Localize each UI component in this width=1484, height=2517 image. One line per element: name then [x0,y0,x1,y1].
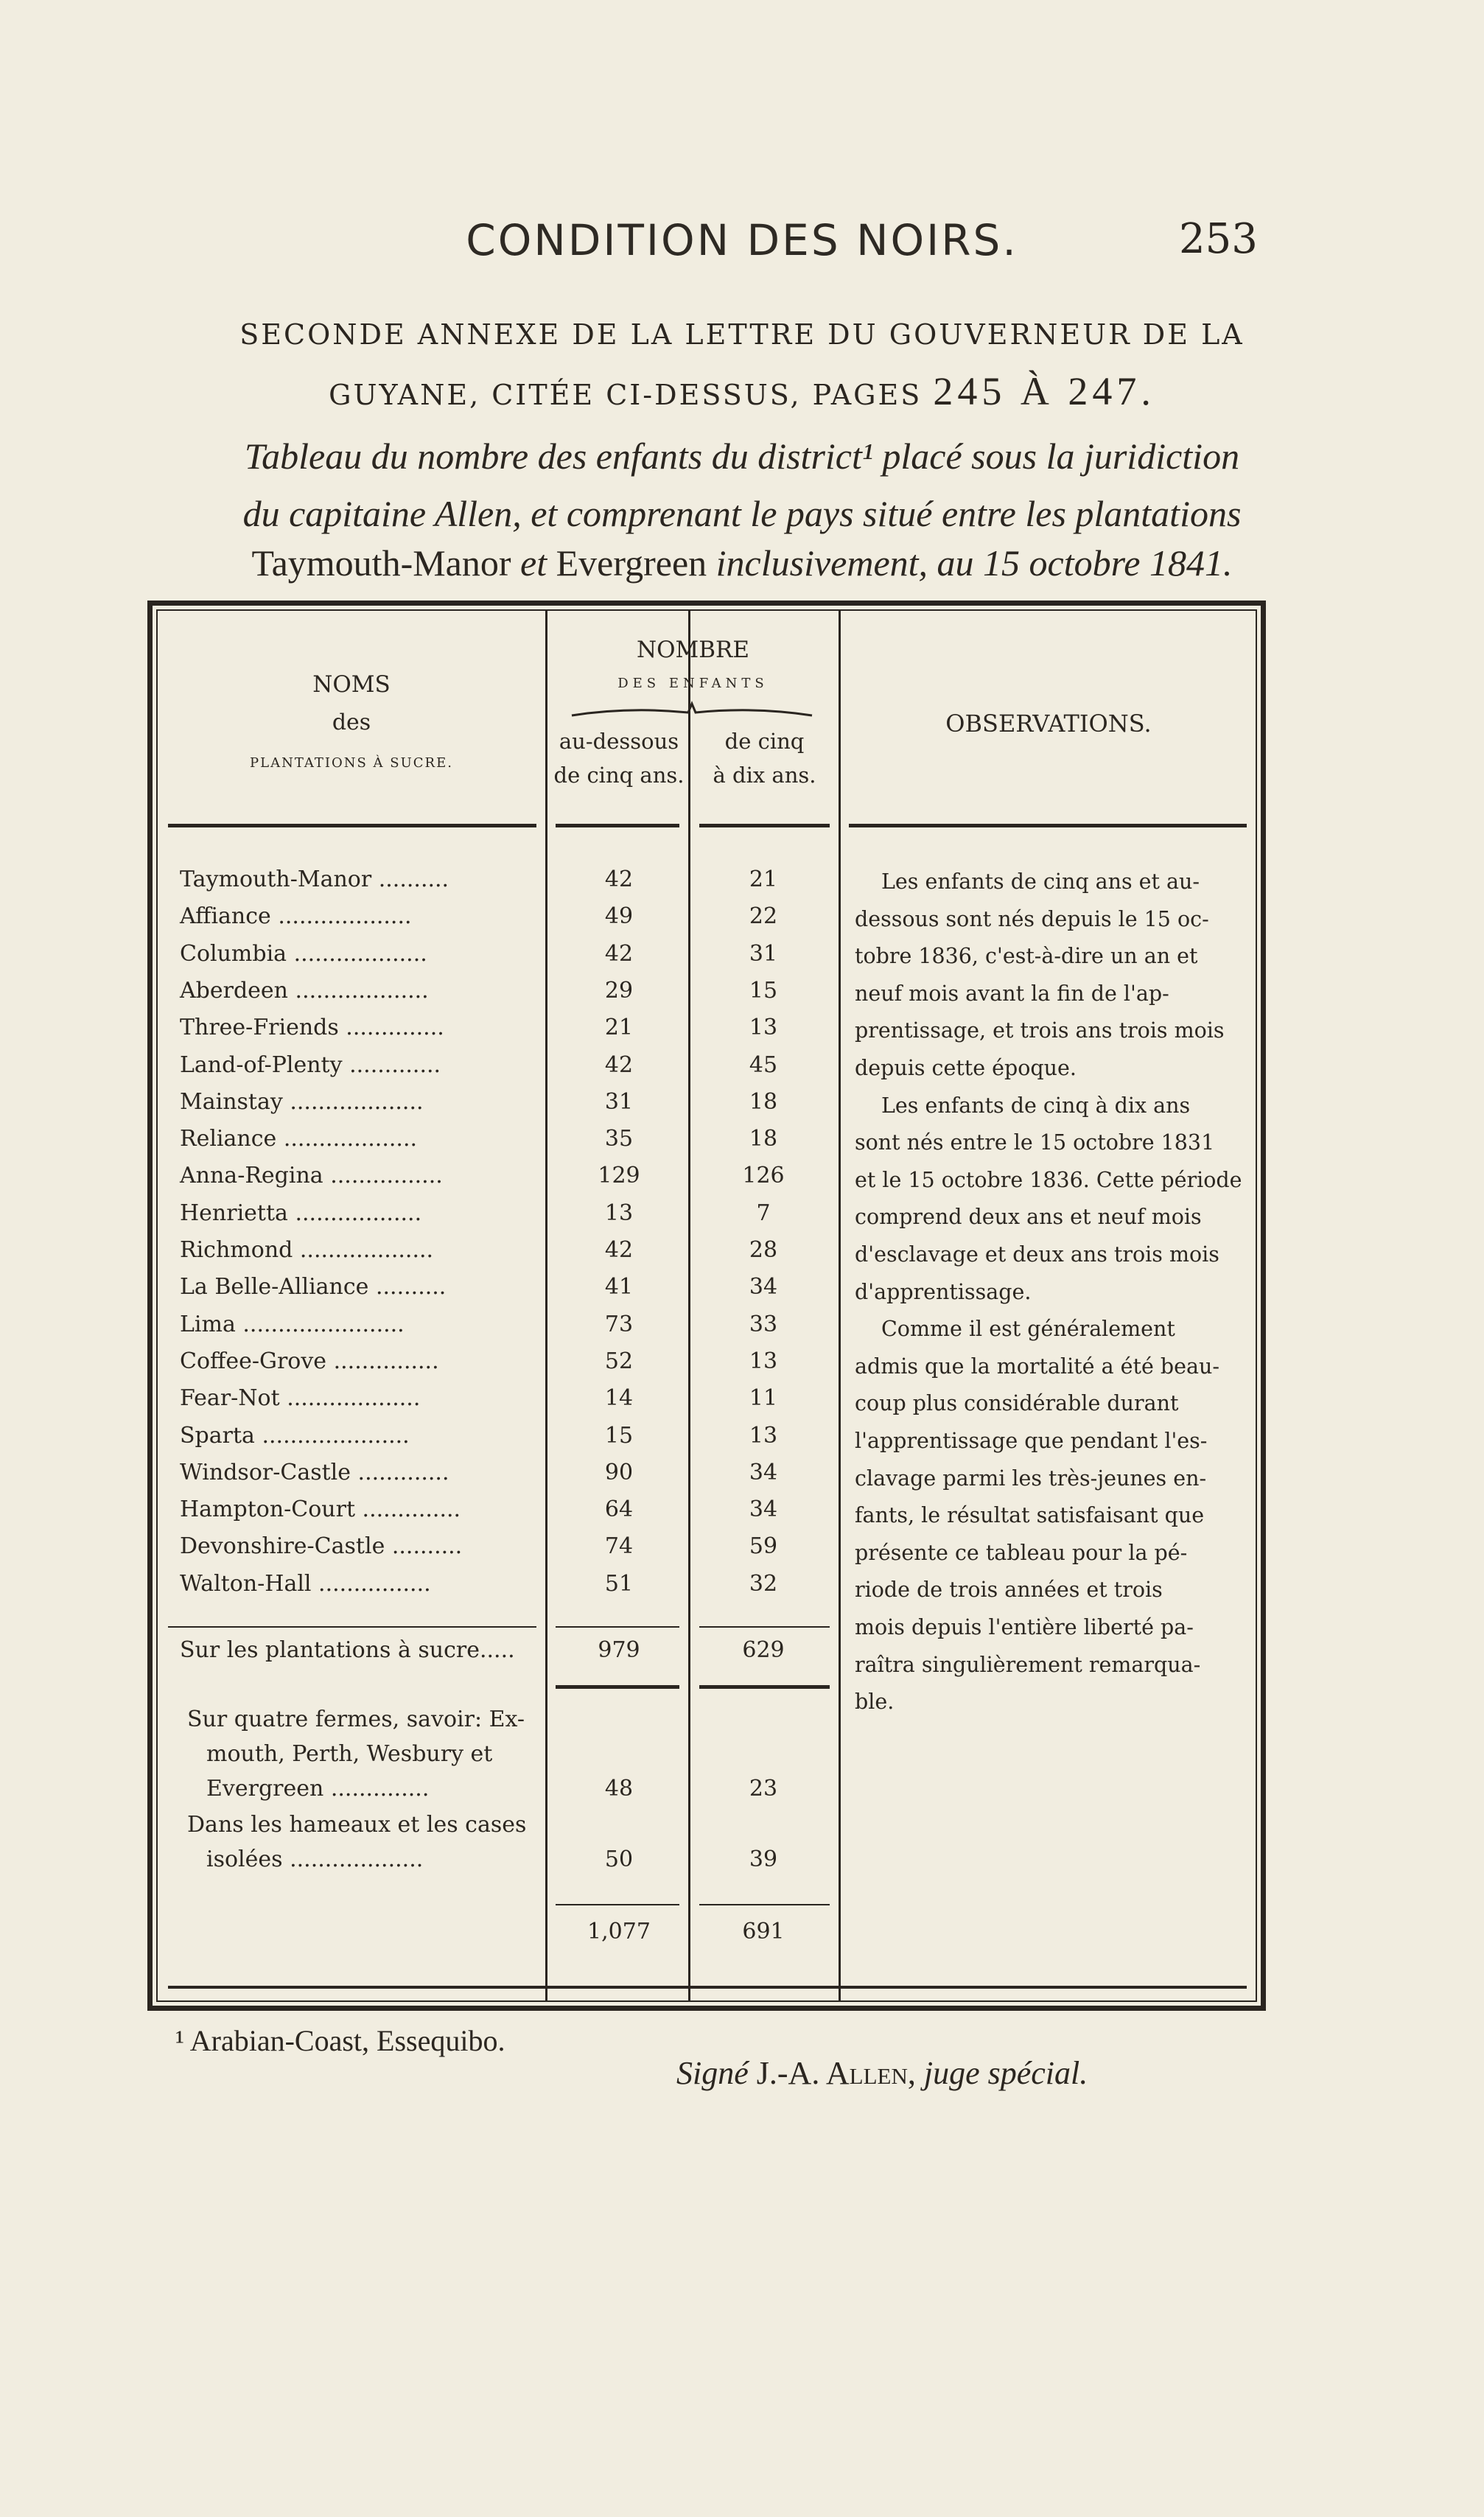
count-under-five: 52 [604,1348,634,1374]
observation-line: dessous sont nés depuis le 15 oc- [855,907,1209,931]
table-caption-line-1: Tableau du nombre des enfants du district¹ placé sous la juridiction [244,435,1240,477]
observation-line: tobre 1836, c'est-à-dire un an et [855,944,1198,968]
count-five-to-ten: 28 [749,1237,778,1263]
header-5to10-line2: à dix ans. [713,763,816,788]
observation-line: riode de trois années et trois [855,1578,1163,1602]
plantation-name: Mainstay ................... [180,1089,424,1115]
header-5to10-line1: de cinq [724,729,805,754]
plantation-name: Walton-Hall ................ [180,1571,431,1597]
count-five-to-ten: 34 [749,1496,778,1522]
hamlets-under5: 50 [604,1846,634,1872]
header-brace-icon [570,701,813,718]
observation-line: fants, le résultat satisfaisant que [855,1503,1205,1527]
count-under-five: 73 [604,1312,634,1337]
observation-line: depuis cette époque. [855,1056,1077,1080]
caption-taymouth: Taymouth-Manor [251,542,511,584]
count-five-to-ten: 45 [749,1052,778,1078]
observation-line: d'esclavage et deux ans trois mois [855,1242,1219,1267]
observation-line: ble. [855,1690,895,1714]
plantation-name: Taymouth-Manor .......... [180,867,449,892]
observation-line: Les enfants de cinq ans et au- [881,869,1200,894]
plantation-name: La Belle-Alliance .......... [180,1274,447,1300]
count-five-to-ten: 32 [749,1571,778,1597]
observation-line: Comme il est généralement [881,1317,1175,1341]
header-under5-line2: de cinq ans. [553,763,685,788]
plantation-name: Land-of-Plenty ............. [180,1052,441,1078]
header-noms: NOMS [312,671,391,698]
count-five-to-ten: 34 [749,1460,778,1485]
observation-line: admis que la mortalité a été beau- [855,1354,1219,1379]
children-table [156,609,1257,2002]
count-under-five: 49 [604,903,634,929]
count-five-to-ten: 21 [749,867,778,892]
plantation-name: Hampton-Court .............. [180,1496,461,1522]
header-rule-observations [849,824,1247,827]
observation-line: Les enfants de cinq à dix ans [881,1093,1191,1118]
caption-date: inclusivement, au 15 octobre 1841. [707,542,1233,584]
count-under-five: 13 [604,1200,634,1226]
subtotal-label: Sur les plantations à sucre..... [180,1637,515,1663]
observation-line: comprend deux ans et neuf mois [855,1205,1202,1229]
footnote: ¹ Arabian-Coast, Essequibo. [175,2024,505,2057]
observation-line: clavage parmi les très-jeunes en- [855,1466,1207,1491]
column-divider-observations [839,611,841,2002]
count-under-five: 42 [604,1052,634,1078]
table-bottom-rule [168,1986,1247,1989]
count-under-five: 51 [604,1571,634,1597]
count-under-five: 35 [604,1126,634,1152]
count-five-to-ten: 13 [749,1348,778,1374]
caption-evergreen: Evergreen [556,542,707,584]
count-under-five: 64 [604,1496,634,1522]
subtotal-rule-names [168,1626,536,1628]
header-rule-under5 [556,824,679,827]
count-five-to-ten: 7 [756,1200,771,1226]
plantation-name: Devonshire-Castle .......... [180,1533,463,1559]
caption-et: et [511,542,556,584]
plantation-name: Coffee-Grove ............... [180,1348,439,1374]
count-five-to-ten: 59 [749,1533,778,1559]
subtotal-rule-under5 [556,1626,679,1628]
subtotal-bottom-rule-under5 [556,1685,679,1689]
observation-line: mois depuis l'entière liberté pa- [855,1615,1194,1639]
count-five-to-ten: 33 [749,1312,778,1337]
plantation-name: Lima ....................... [180,1312,405,1337]
hamlets-label-line2: isolées ................... [206,1846,424,1872]
running-title: CONDITION DES NOIRS. [466,215,1018,265]
farms-under5: 48 [604,1776,634,1802]
hamlets-label-line1: Dans les hameaux et les cases [187,1812,527,1838]
plantation-name: Richmond ................... [180,1237,434,1263]
count-under-five: 42 [604,941,634,967]
farms-label-line2: mouth, Perth, Wesbury et [206,1741,493,1767]
count-under-five: 21 [604,1015,634,1040]
plantation-name: Columbia ................... [180,941,427,967]
header-rule-names [168,824,536,827]
count-under-five: 29 [604,978,634,1004]
count-five-to-ten: 126 [742,1163,785,1189]
total-rule-under5 [556,1904,679,1905]
column-divider-names [545,611,547,2002]
count-under-five: 42 [604,867,634,892]
count-five-to-ten: 15 [749,978,778,1004]
total-5to10: 691 [742,1919,785,1944]
total-rule-5to10 [699,1904,830,1905]
subtotal-bottom-rule-5to10 [699,1685,830,1689]
count-under-five: 31 [604,1089,634,1115]
header-plantations: PLANTATIONS À SUCRE. [250,755,453,771]
hamlets-5to10: 39 [749,1846,778,1872]
observation-line: coup plus considérable durant [855,1391,1179,1415]
table-caption-line-3 [0,542,1484,584]
observation-line: raîtra singulièrement remarqua- [855,1653,1201,1677]
header-observations: OBSERVATIONS. [945,710,1152,738]
count-under-five: 14 [604,1385,634,1411]
observation-line: présente ce tableau pour la pé- [855,1541,1188,1565]
farms-5to10: 23 [749,1776,778,1802]
count-under-five: 15 [604,1423,634,1449]
header-under5-line1: au-dessous [559,729,679,754]
farms-label-line1: Sur quatre fermes, savoir: Ex- [187,1706,525,1732]
header-des: des [332,710,371,735]
page-number: 253 [1179,215,1258,263]
count-five-to-ten: 11 [749,1385,778,1411]
header-nombre: NOMBRE [636,637,750,663]
signature-title: juge spécial. [923,2055,1088,2091]
count-five-to-ten: 22 [749,903,778,929]
annex-heading-line-1: SECONDE ANNEXE DE LA LETTRE DU GOUVERNEUR DE LA [239,318,1245,351]
count-five-to-ten: 13 [749,1423,778,1449]
signature-name: J.-A. Allen, [756,2055,916,2091]
header-rule-5to10 [699,824,830,827]
count-five-to-ten: 34 [749,1274,778,1300]
count-under-five: 90 [604,1460,634,1485]
plantation-name: Henrietta .................. [180,1200,422,1226]
observation-line: sont nés entre le 15 octobre 1831 [855,1130,1215,1155]
observation-line: d'apprentissage. [855,1280,1032,1304]
subtotal-rule-5to10 [699,1626,830,1628]
count-under-five: 129 [598,1163,640,1189]
plantation-name: Reliance ................... [180,1126,418,1152]
plantation-name: Anna-Regina ................ [180,1163,443,1189]
count-under-five: 41 [604,1274,634,1300]
count-under-five: 42 [604,1237,634,1263]
count-five-to-ten: 31 [749,941,778,967]
annex-heading-line-2 [0,368,1484,414]
table-caption-line-2: du capitaine Allen, et comprenant le pays situé entre les plantations [242,493,1242,534]
observation-line: l'apprentissage que pendant l'es- [855,1429,1208,1453]
total-under5: 1,077 [587,1919,651,1944]
column-divider-numbers [688,611,690,2002]
signature [676,2054,1088,2092]
plantation-name: Affiance ................... [180,903,412,929]
signature-signe: Signé [676,2055,749,2091]
header-des-enfants: DES ENFANTS [617,676,769,691]
observation-line: et le 15 octobre 1836. Cette période [855,1168,1242,1192]
count-under-five: 74 [604,1533,634,1559]
farms-label-line3: Evergreen .............. [206,1776,430,1802]
plantation-name: Windsor-Castle ............. [180,1460,449,1485]
subtotal-5to10: 629 [742,1637,785,1663]
subtotal-under5: 979 [598,1637,640,1663]
count-five-to-ten: 18 [749,1089,778,1115]
count-five-to-ten: 13 [749,1015,778,1040]
observation-line: neuf mois avant la fin de l'ap- [855,981,1169,1006]
observation-line: prentissage, et trois ans trois mois [855,1018,1225,1043]
annex-heading-pages: 245 À 247. [933,369,1155,413]
annex-heading-text: GUYANE, CITÉE CI-DESSUS, PAGES [329,379,923,411]
plantation-name: Aberdeen ................... [180,978,429,1004]
plantation-name: Sparta ..................... [180,1423,410,1449]
plantation-name: Fear-Not ................... [180,1385,421,1411]
plantation-name: Three-Friends .............. [180,1015,444,1040]
count-five-to-ten: 18 [749,1126,778,1152]
